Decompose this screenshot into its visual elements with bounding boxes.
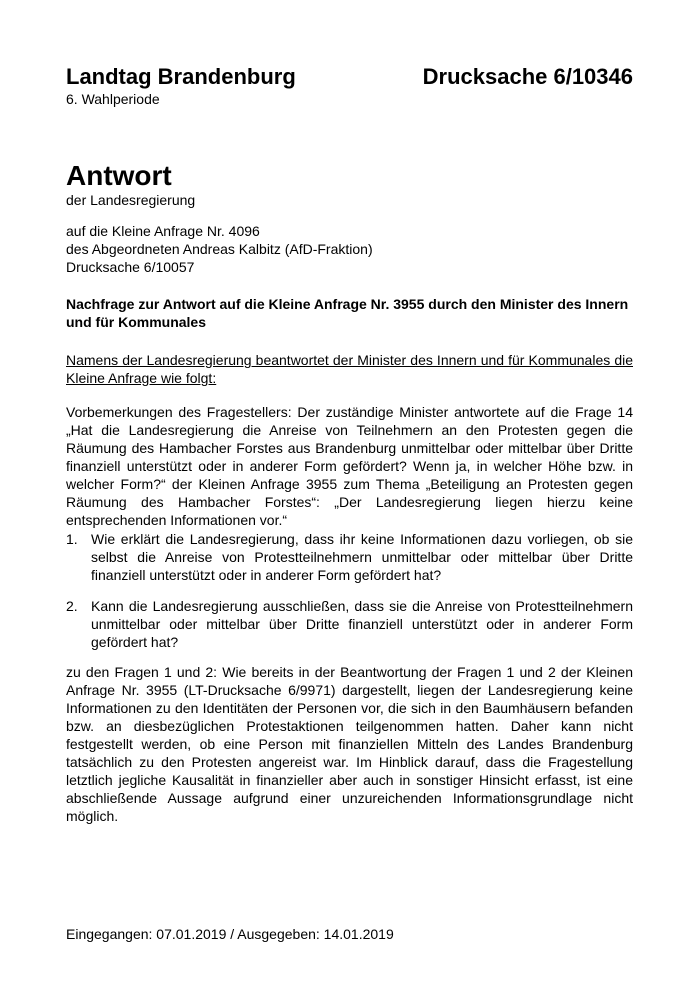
print-number: Drucksache 6/10346: [422, 64, 633, 89]
question-number: 1.: [66, 531, 78, 547]
parliament-name: Landtag Brandenburg: [66, 64, 296, 89]
question-item: [66, 597, 633, 651]
answer-text: zu den Fragen 1 und 2: Wie bereits in der Beantwortung der Fragen 1 und 2 der Kleinen Anfrage Nr. 3955 (LT-Drucksache 6/9971) dargestellt, liegen der Landesregierung keine Informationen zu den Identitäten der Personen vor, die sich in den Baumhäusern befanden bzw. an diesbezüglichen Protestaktionen teilgenommen hatten. Daher kann nicht festgestellt werden, ob eine Person mit finanziellen Mitteln des Landes Brandenburg tatsächlich zu den Protesten angereist war. Im Hinblick darauf, dass die Fragestellung letztlich jegliche Kausalität in finanzieller aber auch in sonstiger Hinsicht erfasst, ist eine abschließende Aussage aufgrund einer unzureichenden Informationsgrundlage nicht möglich.: [66, 664, 633, 824]
question-number: 2.: [66, 598, 78, 614]
footer-dates: Eingegangen: 07.01.2019 / Ausgegeben: 14.01.2019: [66, 926, 394, 942]
inquiry-print-number: Drucksache 6/10057: [66, 259, 195, 275]
election-period: 6. Wahlperiode: [66, 91, 160, 107]
preliminary-remarks: Vorbemerkungen des Fragestellers: Der zuständige Minister antwortete auf die Frage 14 „Hat die Landesregierung die Anreise von Teilnehmern an den Protesten gegen die Räumung des Hambacher Forstes aus Brandenburg unmittelbar oder mittelbar über Dritte finanziell unterstützt oder in anderer Form gefördert? Wenn ja, in welcher Höhe bzw. in welcher Form?“ der Kleinen Anfrage 3955 zum Thema „Beteiligung an Protesten gegen Räumung des Hambacher Forstes“: „Der Landesregierung liegen hierzu keine entsprechenden Informationen vor.“: [66, 404, 633, 528]
inquiry-topic: Nachfrage zur Antwort auf die Kleine Anfrage Nr. 3955 durch den Minister des Innern und für Kommunales: [66, 296, 629, 330]
document-subtitle: der Landesregierung: [66, 192, 196, 208]
answer-intro: Namens der Landesregierung beantwortet der Minister des Innern und für Kommunales die Kleine Anfrage wie folgt:: [66, 352, 633, 386]
inquiry-reference: [66, 222, 633, 276]
inquiry-author: des Abgeordneten Andreas Kalbitz (AfD-Fraktion): [66, 241, 373, 257]
question-text: Kann die Landesregierung ausschließen, dass sie die Anreise von Protestteilnehmern unmittelbar oder mittelbar über Dritte finanziell unterstützt oder in anderer Form gefördert hat?: [91, 598, 633, 650]
document-title: Antwort: [66, 160, 172, 191]
inquiry-number: auf die Kleine Anfrage Nr. 4096: [66, 223, 260, 239]
header-left: [66, 64, 296, 108]
question-text: Wie erklärt die Landesregierung, dass ihr keine Informationen dazu vorliegen, ob sie selbst die Anreise von Protestteilnehmern unmittelbar oder mittelbar über Dritte finanziell unterstützt oder in anderer Form gefördert hat?: [91, 531, 633, 583]
question-item: [66, 530, 633, 584]
